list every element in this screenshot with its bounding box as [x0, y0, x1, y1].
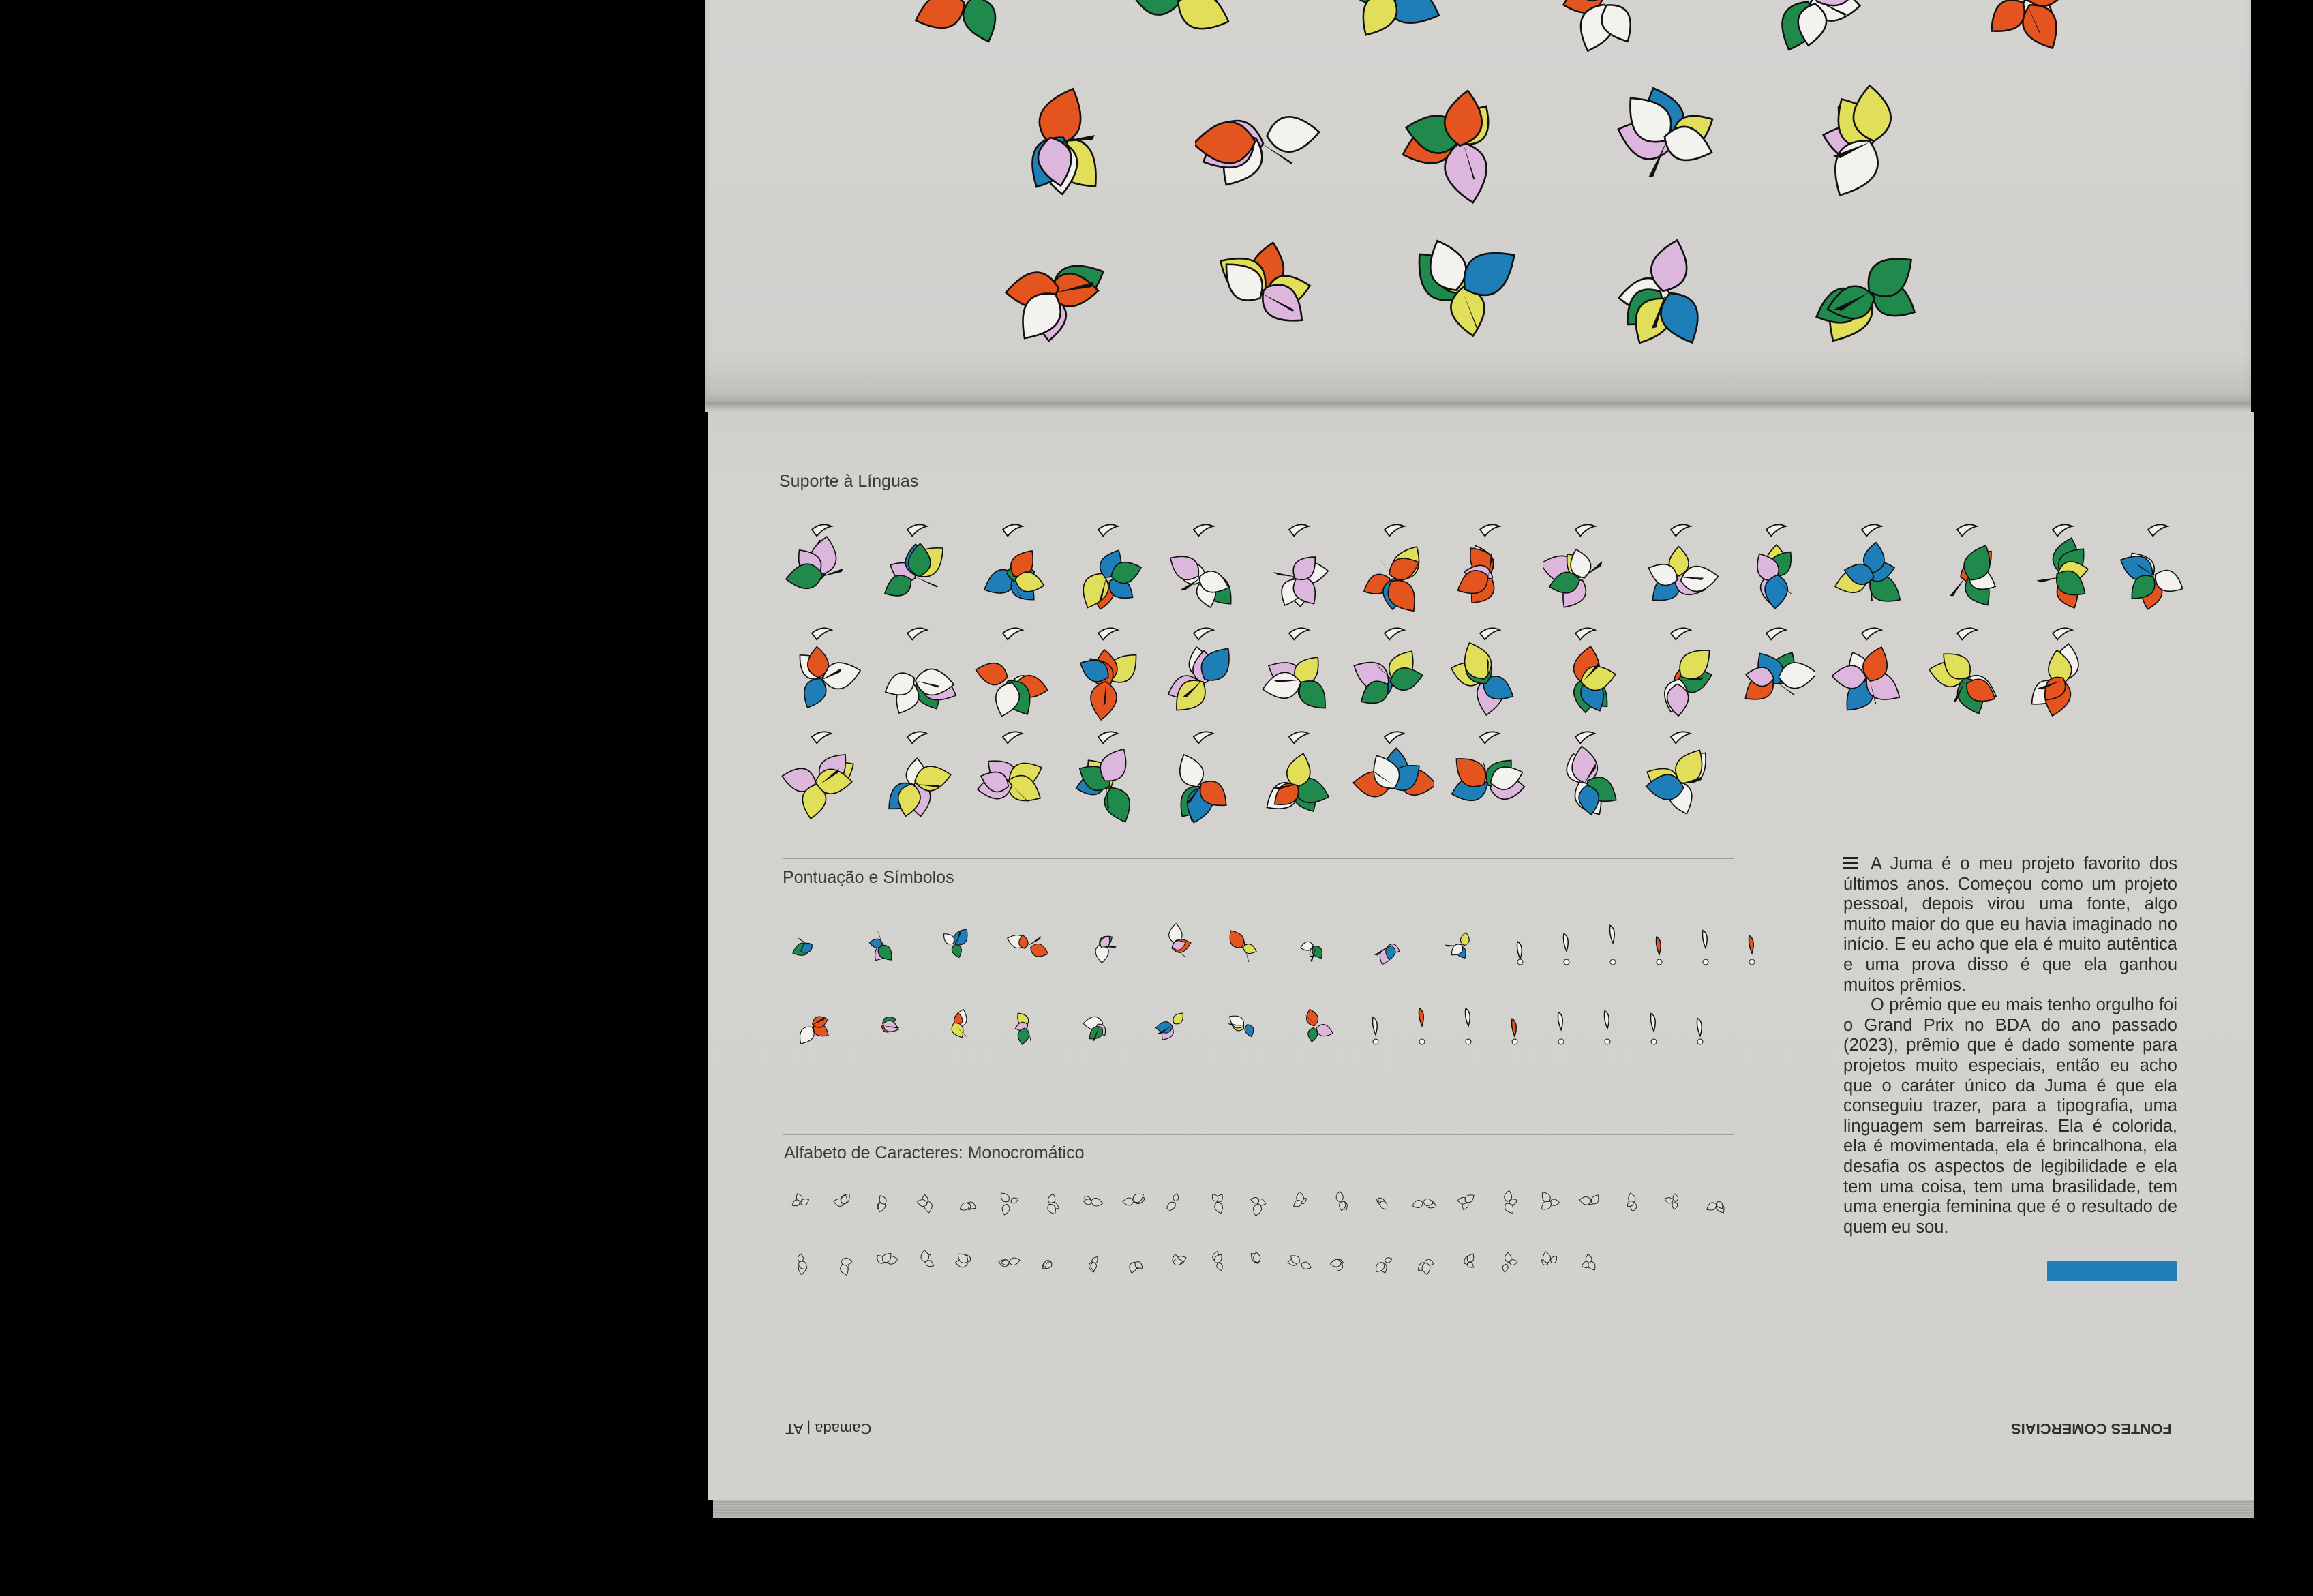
letter-glyph — [1329, 0, 1452, 58]
mono-glyph — [1075, 1185, 1109, 1219]
folio-left: Camada | AT — [785, 1420, 872, 1437]
accented-glyph — [1065, 725, 1147, 828]
accented-glyph — [1161, 622, 1243, 724]
accented-glyph — [1829, 518, 1911, 620]
numeral-glyph — [1195, 75, 1325, 205]
punctuation-glyph — [1505, 917, 1535, 973]
mono-glyph — [867, 1185, 901, 1219]
accented-glyph — [1543, 518, 1624, 620]
figure-glyph — [927, 997, 983, 1053]
accented-glyph — [1734, 622, 1815, 724]
accented-glyph — [875, 622, 956, 724]
mono-glyph — [1366, 1185, 1400, 1219]
accented-glyph — [1829, 622, 1911, 724]
glyph-row-numerals-1-5 — [992, 75, 1934, 205]
paragraph-1-text: A Juma é o meu projeto favorito dos últimos anos. Começou como um projeto pessoal, depois virou uma fonte, algo muito maior do que eu havia imaginado no início. E eu acho que ela é muito autêntica e uma prova disso é que ela ganhou muitos prêmios. — [1843, 854, 2177, 995]
mono-glyph — [1616, 1185, 1650, 1219]
figure-glyph — [1144, 997, 1200, 1053]
accent-bar — [2047, 1261, 2177, 1281]
mono-glyph — [1325, 1185, 1359, 1219]
letter-glyph — [1118, 0, 1241, 58]
mono-glyph — [1200, 1185, 1234, 1219]
punctuation-glyph — [1407, 997, 1437, 1053]
punctuation-glyph — [1592, 997, 1622, 1053]
accented-glyph — [1543, 622, 1624, 724]
accented-glyph — [1447, 725, 1529, 828]
mono-glyph — [1408, 1245, 1442, 1279]
mono-glyph — [1532, 1185, 1567, 1219]
accented-glyph — [1256, 622, 1338, 724]
mono-glyph — [1491, 1185, 1525, 1219]
divider — [783, 858, 1734, 859]
section-title-languages: Suporte à Línguas — [779, 472, 919, 491]
numeral-glyph — [992, 225, 1121, 355]
figure-glyph — [1288, 917, 1344, 973]
accented-glyph — [1352, 518, 1434, 620]
mono-glyph — [1200, 1245, 1234, 1279]
accented-glyph — [1734, 518, 1815, 620]
figure-glyph — [999, 997, 1055, 1053]
accented-glyph — [1161, 518, 1243, 620]
accented-glyph — [970, 518, 1052, 620]
page-edges — [713, 1500, 2254, 1518]
punctuation-glyph — [1691, 917, 1721, 973]
mono-glyph — [1574, 1185, 1608, 1219]
punctuation-glyph — [1361, 997, 1391, 1053]
accented-glyph — [779, 725, 861, 828]
mono-glyph — [909, 1185, 943, 1219]
figure-glyph — [1361, 917, 1417, 973]
mono-glyph — [909, 1245, 943, 1279]
menu-icon — [1843, 854, 1858, 867]
accented-glyph — [1543, 725, 1624, 828]
mono-glyph — [784, 1245, 818, 1279]
glyph-row-letters-partial — [907, 0, 2086, 58]
mono-glyph — [992, 1185, 1026, 1219]
mono-glyph — [1574, 1245, 1608, 1279]
mono-glyph — [1075, 1245, 1109, 1279]
accented-glyph — [1352, 725, 1434, 828]
mono-glyph — [1325, 1245, 1359, 1279]
accented-glyph — [970, 622, 1052, 724]
accented-glyph — [875, 725, 956, 828]
mono-glyph — [1283, 1185, 1317, 1219]
accented-glyph — [779, 518, 861, 620]
numeral-glyph — [1601, 75, 1731, 205]
accented-glyph — [2020, 518, 2102, 620]
accented-glyph — [2020, 622, 2102, 724]
punctuation-glyph — [1598, 917, 1628, 973]
letter-glyph — [1541, 0, 1663, 58]
glyph-row-accented-1 — [779, 518, 2197, 620]
accented-glyph — [1256, 518, 1338, 620]
mono-glyph — [1532, 1245, 1567, 1279]
glyph-row-monochrome-2 — [784, 1245, 1608, 1279]
punctuation-glyph — [1546, 997, 1576, 1053]
mono-glyph — [1158, 1185, 1192, 1219]
letter-glyph — [1963, 0, 2086, 58]
glyph-row-figures-1 — [783, 917, 1767, 973]
numeral-glyph — [1398, 225, 1528, 355]
section-title-punctuation: Pontuação e Símbolos — [783, 868, 954, 887]
accented-glyph — [1638, 518, 1720, 620]
figure-glyph — [1288, 997, 1344, 1053]
accented-glyph — [2115, 518, 2197, 620]
glyph-row-accented-3 — [779, 725, 1720, 828]
folio-right: FONTES COMERCIAIS — [2011, 1420, 2172, 1437]
accented-glyph — [1065, 622, 1147, 724]
figure-glyph — [1144, 917, 1200, 973]
accented-glyph — [1065, 518, 1147, 620]
mono-glyph — [1699, 1185, 1733, 1219]
mono-glyph — [1408, 1185, 1442, 1219]
numeral-glyph — [1601, 225, 1731, 355]
mono-glyph — [1033, 1185, 1068, 1219]
punctuation-glyph — [1685, 997, 1715, 1053]
paragraph-1 — [1843, 854, 2177, 995]
accented-glyph — [1638, 622, 1720, 724]
punctuation-glyph — [1552, 917, 1582, 973]
punctuation-glyph — [1639, 997, 1669, 1053]
numeral-glyph — [1398, 75, 1528, 205]
mono-glyph — [784, 1185, 818, 1219]
mono-glyph — [992, 1245, 1026, 1279]
accented-glyph — [875, 518, 956, 620]
mono-glyph — [1117, 1185, 1151, 1219]
mono-glyph — [1491, 1245, 1525, 1279]
figure-glyph — [999, 917, 1055, 973]
mono-glyph — [826, 1245, 860, 1279]
letter-glyph — [1752, 0, 1875, 58]
numeral-glyph — [1195, 225, 1325, 355]
mono-glyph — [1657, 1185, 1691, 1219]
mono-glyph — [1449, 1245, 1483, 1279]
article-text — [1843, 854, 2177, 1237]
figure-glyph — [855, 997, 911, 1053]
numeral-glyph — [1804, 75, 1934, 205]
accented-glyph — [1447, 622, 1529, 724]
figure-glyph — [1433, 917, 1489, 973]
mono-glyph — [1117, 1245, 1151, 1279]
accented-glyph — [1161, 725, 1243, 828]
figure-glyph — [1216, 997, 1272, 1053]
accented-glyph — [970, 725, 1052, 828]
mono-glyph — [950, 1185, 984, 1219]
figure-glyph — [783, 917, 838, 973]
punctuation-glyph — [1644, 917, 1674, 973]
letter-glyph — [907, 0, 1029, 58]
mono-glyph — [867, 1245, 901, 1279]
figure-glyph — [927, 917, 983, 973]
section-title-monochrome: Alfabeto de Caracteres: Monocromático — [784, 1143, 1085, 1162]
accented-glyph — [1352, 622, 1434, 724]
book-spine — [705, 402, 2251, 412]
glyph-row-accented-2 — [779, 622, 2102, 724]
punctuation-glyph — [1737, 917, 1767, 973]
figure-glyph — [1072, 917, 1128, 973]
figure-glyph — [855, 917, 911, 973]
accented-glyph — [1638, 725, 1720, 828]
numeral-glyph — [1804, 225, 1934, 355]
mono-glyph — [950, 1245, 984, 1279]
accented-glyph — [779, 622, 861, 724]
punctuation-glyph — [1500, 997, 1530, 1053]
mono-glyph — [1158, 1245, 1192, 1279]
glyph-row-monochrome-1 — [784, 1185, 1733, 1219]
mono-glyph — [1366, 1245, 1400, 1279]
mono-glyph — [1449, 1185, 1483, 1219]
numeral-glyph — [992, 75, 1121, 205]
accented-glyph — [1447, 518, 1529, 620]
glyph-row-figures-2 — [783, 997, 1715, 1053]
glyph-row-numerals-6-0 — [992, 225, 1934, 355]
mono-glyph — [1283, 1245, 1317, 1279]
paragraph-2: O prêmio que eu mais tenho orgulho foi o Grand Prix no BDA do ano passado (2023), prêmio que é dado somente para projetos muito especiais, então eu acho que o caráter único da Juma é que ela conseguiu trazer, para a tipografia, uma linguagem sem barreiras. Ela é colorida, ela é movimentada, ela é brincalhona, ela desafia os aspectos de legibilidade e ela tem uma coisa, tem uma brasilidade, tem uma energia feminina que é o resultado de quem eu sou. — [1843, 995, 2177, 1237]
mono-glyph — [826, 1185, 860, 1219]
mono-glyph — [1033, 1245, 1068, 1279]
figure-glyph — [783, 997, 838, 1053]
punctuation-glyph — [1453, 997, 1483, 1053]
divider — [783, 1134, 1734, 1135]
accented-glyph — [1924, 622, 2006, 724]
figure-glyph — [1072, 997, 1128, 1053]
mono-glyph — [1241, 1245, 1275, 1279]
accented-glyph — [1924, 518, 2006, 620]
mono-glyph — [1241, 1185, 1275, 1219]
figure-glyph — [1216, 917, 1272, 973]
accented-glyph — [1256, 725, 1338, 828]
